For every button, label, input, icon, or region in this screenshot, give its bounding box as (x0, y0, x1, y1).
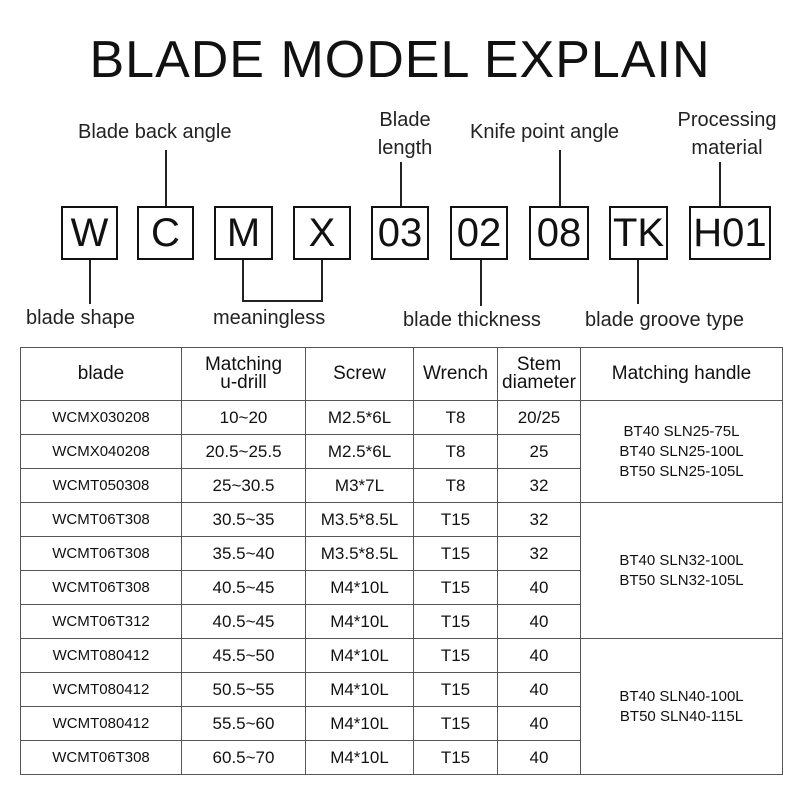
code-box-point-angle: 08 (529, 206, 589, 260)
spec-table (20, 347, 783, 775)
label-processing-material-line2: material (691, 137, 763, 159)
cell-screw: M4*10L (306, 741, 414, 775)
cell-blade: WCMT06T308 (21, 503, 182, 537)
cell-udrill: 35.5~40 (182, 537, 306, 571)
connector-meaningless-right (321, 260, 323, 302)
cell-blade: WCMT06T308 (21, 571, 182, 605)
code-box-c: C (137, 206, 194, 260)
cell-stem: 25 (498, 435, 581, 469)
cell-stem: 40 (498, 639, 581, 673)
cell-udrill: 20.5~25.5 (182, 435, 306, 469)
cell-blade: WCMT06T312 (21, 605, 182, 639)
cell-screw: M3.5*8.5L (306, 537, 414, 571)
cell-stem: 32 (498, 503, 581, 537)
connector-knife-point-angle (559, 150, 561, 206)
cell-screw: M3*7L (306, 469, 414, 503)
cell-blade: WCMX040208 (21, 435, 182, 469)
cell-udrill: 40.5~45 (182, 605, 306, 639)
code-box-material: H01 (689, 206, 771, 260)
label-blade-length (360, 106, 450, 162)
label-blade-length-line2: length (377, 137, 433, 159)
handle-option: BT50 SLN25-105L (619, 462, 744, 480)
cell-udrill: 60.5~70 (182, 741, 306, 775)
cell-stem: 32 (498, 469, 581, 503)
page-title: BLADE MODEL EXPLAIN (89, 31, 711, 89)
handle-option: BT40 SLN25-100L (619, 442, 744, 460)
handle-option: BT40 SLN25-75L (623, 422, 740, 440)
cell-wrench: T15 (414, 673, 498, 707)
cell-udrill: 45.5~50 (182, 639, 306, 673)
connector-groove-type (637, 260, 639, 304)
cell-wrench: T15 (414, 639, 498, 673)
cell-blade: WCMT050308 (21, 469, 182, 503)
cell-stem: 40 (498, 707, 581, 741)
cell-stem: 40 (498, 741, 581, 775)
cell-screw: M4*10L (306, 707, 414, 741)
cell-udrill: 10~20 (182, 401, 306, 435)
label-processing-material-line1: Processing (677, 109, 777, 131)
header-udrill-line2: u-drill (220, 372, 267, 393)
header-blade: blade (21, 348, 182, 401)
header-udrill-line1: Matching (204, 354, 283, 375)
header-wrench: Wrench (414, 348, 498, 401)
connector-meaningless-bar (242, 300, 323, 302)
cell-wrench: T15 (414, 707, 498, 741)
cell-stem: 32 (498, 537, 581, 571)
cell-wrench: T15 (414, 571, 498, 605)
code-box-thickness: 02 (450, 206, 508, 260)
handle-option: BT50 SLN40-115L (619, 707, 744, 725)
code-box-m: M (214, 206, 273, 260)
label-blade-thickness: blade thickness (403, 309, 541, 331)
table-row (21, 503, 783, 537)
cell-wrench: T8 (414, 469, 498, 503)
handle-option: BT40 SLN32-100L (619, 551, 744, 569)
cell-blade: WCMT080412 (21, 707, 182, 741)
connector-blade-shape (89, 260, 91, 304)
label-knife-point-angle: Knife point angle (470, 121, 620, 143)
cell-udrill: 50.5~55 (182, 673, 306, 707)
handle-option: BT50 SLN32-105L (619, 571, 744, 589)
header-handle: Matching handle (581, 348, 783, 401)
cell-screw: M4*10L (306, 571, 414, 605)
label-groove-type: blade groove type (585, 309, 745, 331)
cell-stem: 40 (498, 605, 581, 639)
code-box-length: 03 (371, 206, 429, 260)
table-row (21, 639, 783, 673)
cell-screw: M2.5*6L (306, 401, 414, 435)
header-stem-line2: diameter (502, 372, 576, 393)
cell-udrill: 25~30.5 (182, 469, 306, 503)
label-meaningless: meaningless (213, 307, 326, 329)
cell-screw: M4*10L (306, 605, 414, 639)
connector-meaningless-left (242, 260, 244, 302)
cell-udrill: 30.5~35 (182, 503, 306, 537)
cell-udrill: 40.5~45 (182, 571, 306, 605)
cell-blade: WCMX030208 (21, 401, 182, 435)
handle-option: BT40 SLN40-100L (619, 687, 744, 705)
code-box-x: X (293, 206, 351, 260)
cell-wrench: T8 (414, 401, 498, 435)
header-stem (498, 348, 581, 401)
cell-blade: WCMT080412 (21, 673, 182, 707)
cell-blade: WCMT06T308 (21, 537, 182, 571)
cell-wrench: T15 (414, 537, 498, 571)
label-blade-shape: blade shape (26, 307, 135, 329)
header-stem-line1: Stem (516, 354, 562, 375)
connector-back-angle (165, 150, 167, 206)
code-box-groove: TK (609, 206, 668, 260)
cell-blade: WCMT06T308 (21, 741, 182, 775)
table-row (21, 401, 783, 435)
connector-blade-length (400, 162, 402, 206)
header-screw: Screw (306, 348, 414, 401)
connector-blade-thickness (480, 260, 482, 306)
label-processing-material (662, 106, 792, 162)
connector-processing-material (719, 162, 721, 206)
cell-wrench: T8 (414, 435, 498, 469)
cell-screw: M4*10L (306, 673, 414, 707)
table-header-row (21, 348, 783, 401)
cell-udrill: 55.5~60 (182, 707, 306, 741)
header-udrill (182, 348, 306, 401)
label-blade-length-line1: Blade (379, 109, 431, 131)
cell-handle-group-3 (581, 639, 783, 775)
cell-wrench: T15 (414, 741, 498, 775)
cell-screw: M3.5*8.5L (306, 503, 414, 537)
cell-screw: M4*10L (306, 639, 414, 673)
cell-stem: 20/25 (498, 401, 581, 435)
cell-wrench: T15 (414, 605, 498, 639)
cell-handle-group-1 (581, 401, 783, 503)
cell-handle-group-2 (581, 503, 783, 639)
cell-screw: M2.5*6L (306, 435, 414, 469)
cell-stem: 40 (498, 673, 581, 707)
cell-blade: WCMT080412 (21, 639, 182, 673)
code-box-w: W (61, 206, 118, 260)
cell-wrench: T15 (414, 503, 498, 537)
label-blade-back-angle: Blade back angle (78, 121, 232, 143)
cell-stem: 40 (498, 571, 581, 605)
